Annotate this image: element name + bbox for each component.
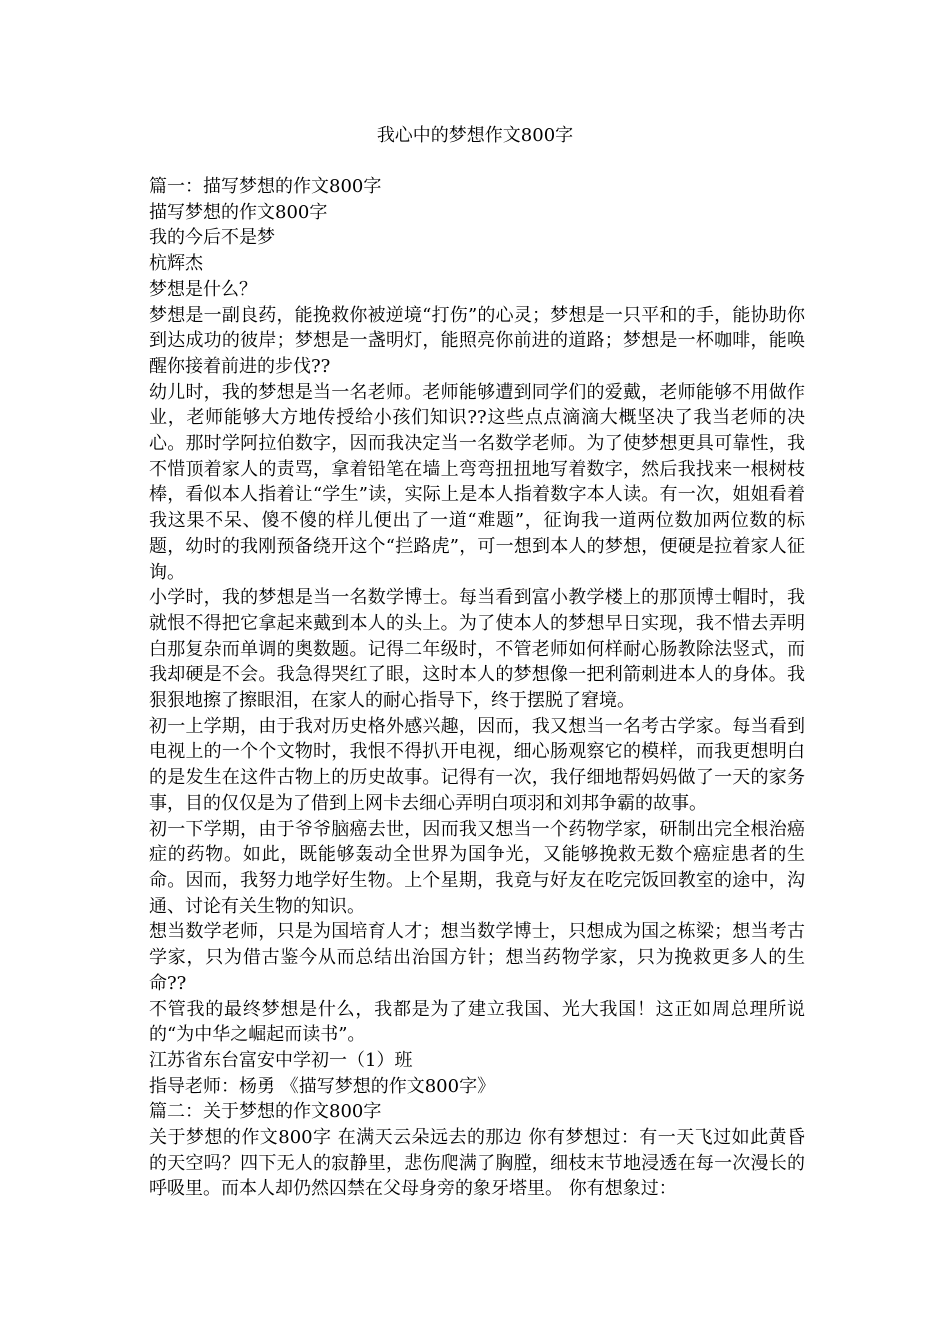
essay-title: 我的今后不是梦 [149,227,275,249]
school-class-line: 江苏省东台富安中学初一（1）班 [149,1049,413,1071]
paragraph: 初一上学期，由于我对历史格外感兴趣，因而，我又想当一名考古学家。每当看到电视上的一个个文物时，我恨不得扒开电视，细心肠观察它的模样，而我更想明白的是发生在这件古物上的历史故事。记得有一次，我仔细地帮妈妈做了一天的家务事，目的仅仅是为了借到上网卡去细心弄明白项羽和刘邦争霸的故事。 [149,715,805,814]
document-body [149,174,805,1202]
document-title: 我心中的梦想作文800字 [376,125,574,146]
paragraph: 关于梦想的作文800字 在满天云朵远去的那边 你有梦想过：有一天飞过如此黄昏的天空吗？四下无人的寂静里，悲伤爬满了胸膛，细枝末节地浸透在每一次漫长的呼吸里。而本人却仍然囚禁在父母身旁的象牙塔里。 你有想象过： [149,1127,805,1200]
paragraph: 梦想是一副良药，能挽救你被逆境“打伤”的心灵；梦想是一只平和的手，能协助你到达成功的彼岸；梦想是一盏明灯，能照亮你前进的道路；梦想是一杯咖啡，能唤醒你接着前进的步伐?? [149,304,805,377]
paragraph: 想当数学老师，只是为国培育人才；想当数学博士，只想成为国之栋梁；想当考古学家，只为借古鉴今从而总结出治国方针；想当药物学家，只为挽救更多人的生命?? [149,921,805,994]
paragraph: 梦想是什么？ [149,278,257,300]
paragraph: 不管我的最终梦想是什么，我都是为了建立我国、光大我国！这正如周总理所说的“为中华之崛起而读书”。 [149,998,805,1046]
paragraph: 初一下学期，由于爷爷脑癌去世，因而我又想当一个药物学家，研制出完全根治癌症的药物。如此，既能够轰动全世界为国争光，又能够挽救无数个癌症患者的生命。因而，我努力地学好生物。上个星期，我竟与好友在吃完饭回教室的途中，沟通、讨论有关生物的知识。 [149,818,805,917]
author-name: 杭辉杰 [149,253,203,275]
heading-part-one: 篇一：描写梦想的作文800字 [149,176,382,197]
paragraph: 幼儿时，我的梦想是当一名老师。老师能够遭到同学们的爱戴，老师能够不用做作业，老师能够大方地传授给小孩们知识??这些点点滴滴大概坚决了我当老师的决心。那时学阿拉伯数字，因而我决定当一名数学老师。为了使梦想更具可靠性，我不惜顶着家人的责骂，拿着铅笔在墙上弯弯扭扭地写着数字，然后我找来一根树枝棒，看似本人指着让“学生”读，实际上是本人指着数字本人读。有一次，姐姐看着我这果不呆、傻不傻的样儿便出了一道“难题”，征询我一道两位数加两位数的标题，幼时的我刚预备绕开这个“拦路虎”，可一想到本人的梦想，便硬是拉着家人征询。 [149,381,805,583]
subheading-line: 描写梦想的作文800字 [149,201,328,223]
paragraph: 小学时，我的梦想是当一名数学博士。每当看到富小教学楼上的那顶博士帽时，我就恨不得把它拿起来戴到本人的头上。为了使本人的梦想早日实现，我不惜去弄明白那复杂而单调的奥数题。记得二年级时，不管老师如何样耐心肠教除法竖式，而我却硬是不会。我急得哭红了眼，这时本人的梦想像一把利箭刺进本人的身体。我狠狠地擦了擦眼泪，在家人的耐心指导下，终于摆脱了窘境。 [149,587,805,712]
heading-part-two: 篇二：关于梦想的作文800字 [149,1101,382,1123]
teacher-line: 指导老师：杨勇 《描写梦想的作文800字》 [149,1075,496,1097]
